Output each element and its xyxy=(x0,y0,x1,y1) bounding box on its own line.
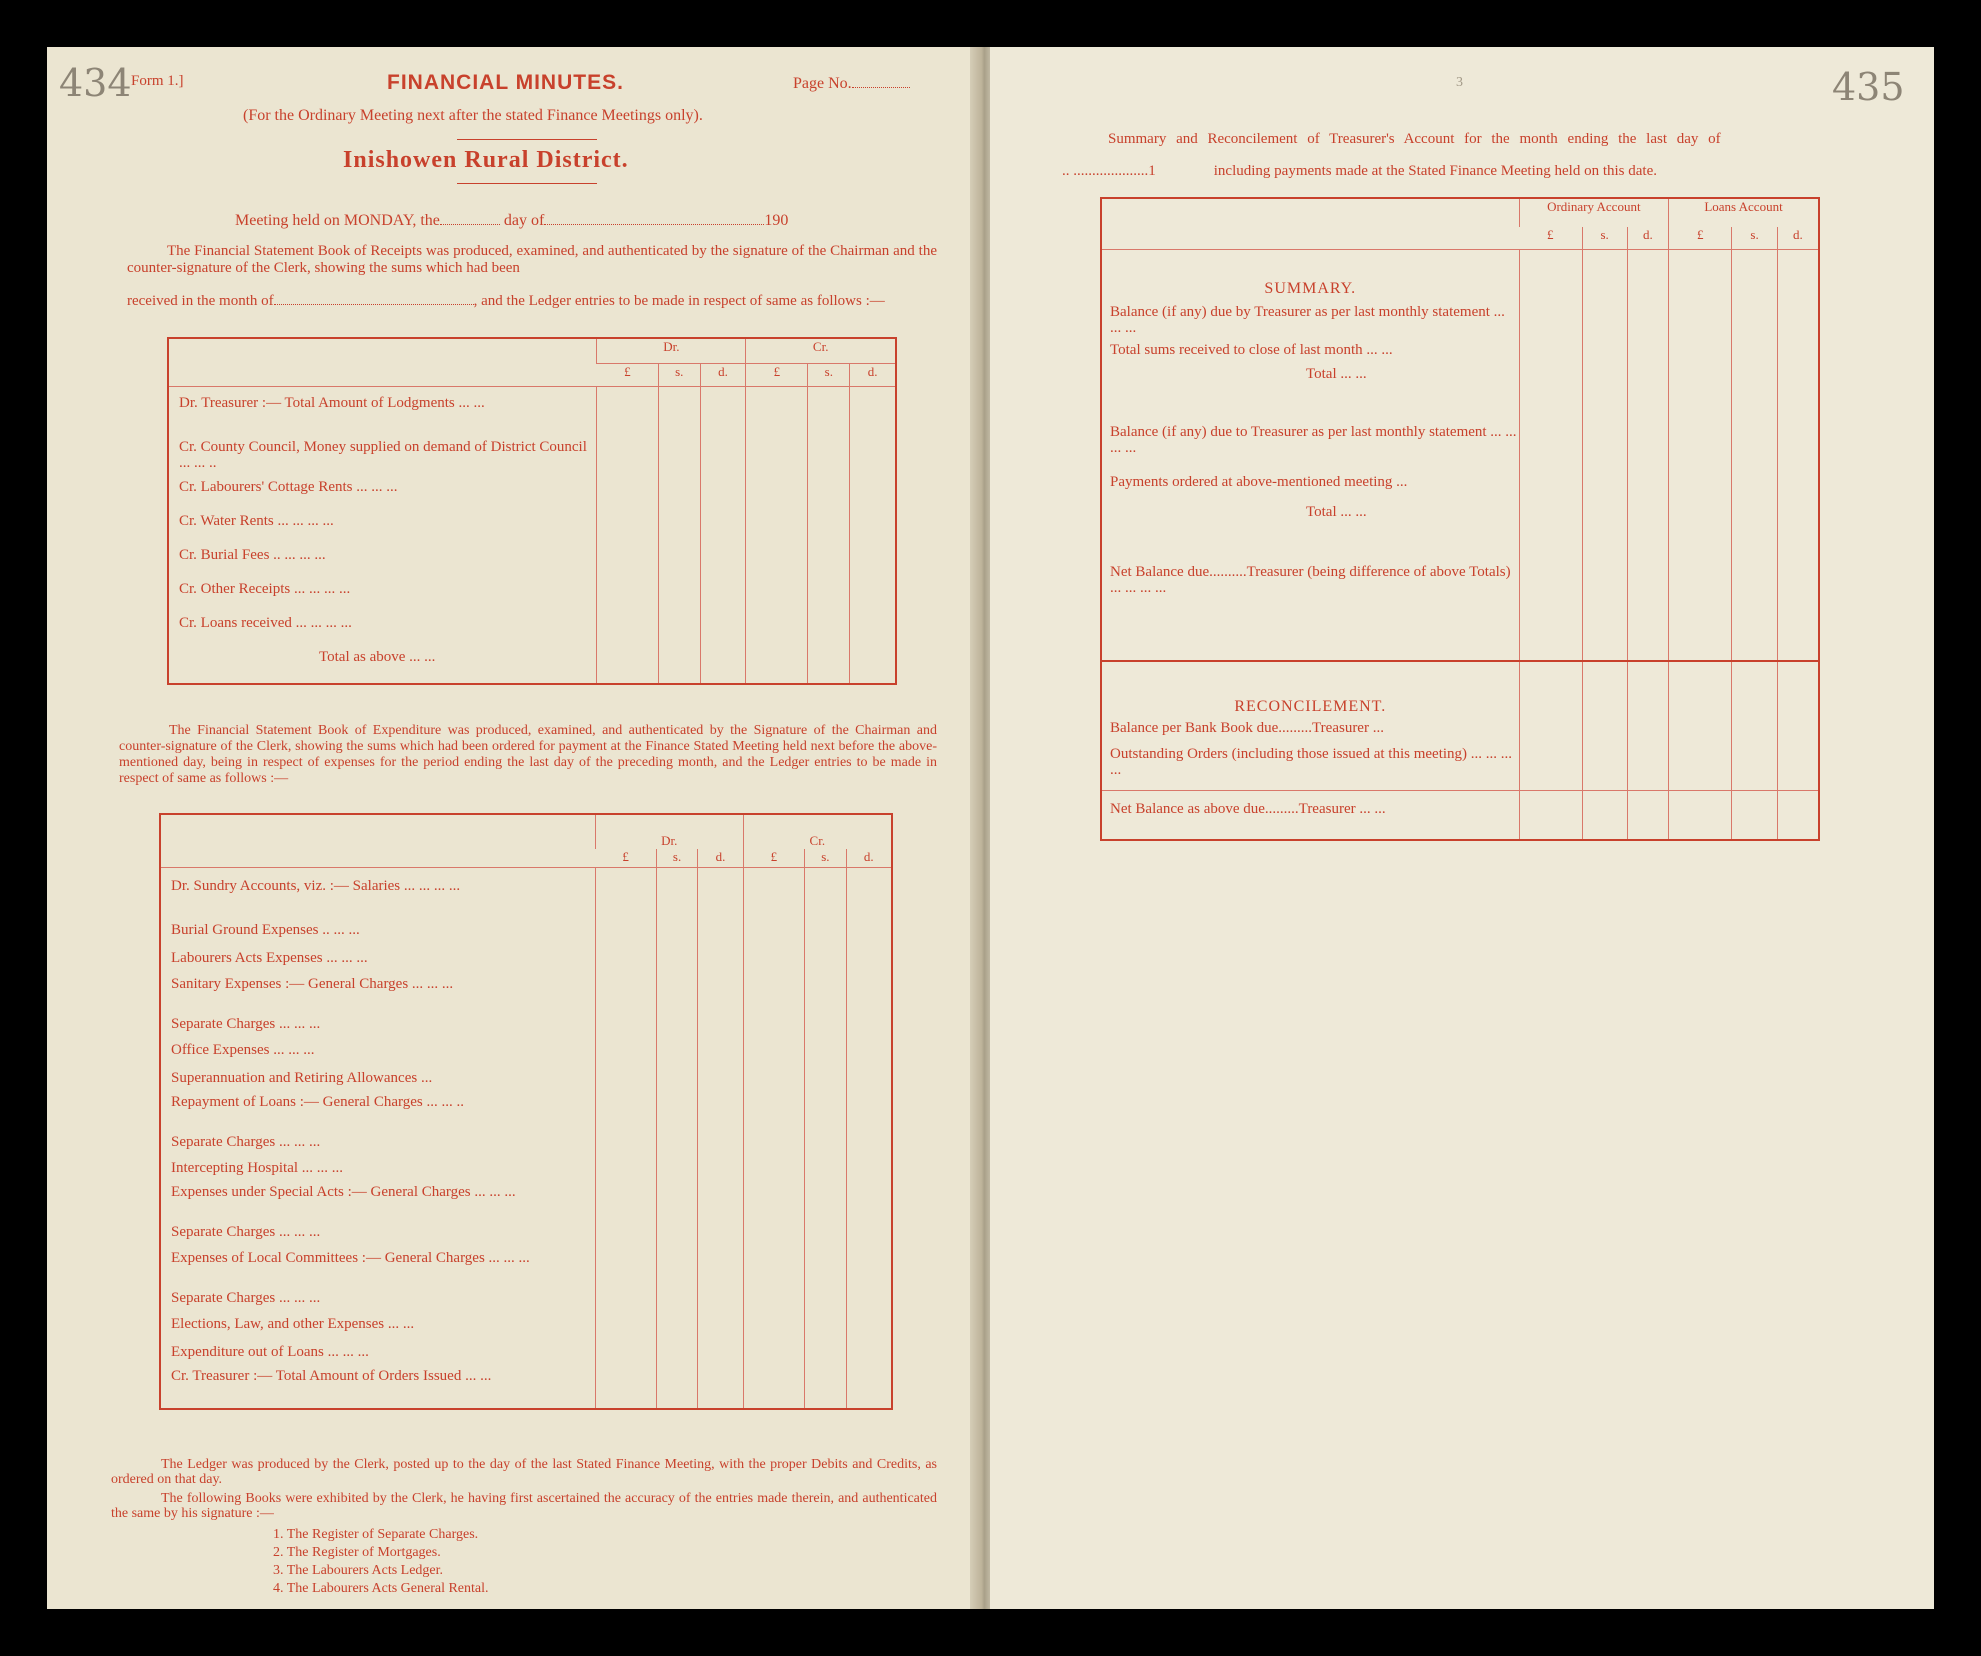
row-label: Elections, Law, and other Expenses ... ... xyxy=(171,1316,415,1332)
col-shillings: s. xyxy=(656,849,697,868)
left-page xyxy=(47,47,979,1609)
row-label: Superannuation and Retiring Allowances ... xyxy=(171,1070,433,1086)
row-label: Total sums received to close of last month ... ... xyxy=(1110,342,1393,358)
table-row xyxy=(160,1344,892,1368)
expenditure-paragraph: The Financial Statement Book of Expenditure was produced, examined, and authenticated by the Signature of the Chairman and counter-signature of the Clerk, showing the sums which had been ordered for payment at the Finance Stated Meeting held next before the above-mentioned day, being in respect of expenses for the period ending the last day of the preceding month, and the Ledger entries to be made in respect of same as follows :— xyxy=(119,723,937,786)
table-row xyxy=(1101,474,1819,504)
section-title-row xyxy=(1101,661,1819,720)
receipts-paragraph: The Financial Statement Book of Receipts was produced, examined, and authenticated by the signature of the Chairman and the counter-signature of the Clerk, showing the sums which had been xyxy=(127,243,937,276)
total-row xyxy=(168,649,896,684)
table-row xyxy=(1101,746,1819,791)
row-label: Balance per Bank Book due.........Treasurer ... xyxy=(1110,720,1384,736)
table-row xyxy=(1101,564,1819,661)
row-label: Dr. Sundry Accounts, viz. :— Salaries ... ... ... ... xyxy=(171,878,461,894)
table-row xyxy=(160,1016,892,1042)
row-label: Burial Ground Expenses .. ... ... xyxy=(171,922,360,938)
cr-heading: Cr. xyxy=(743,814,892,849)
table-row xyxy=(160,950,892,976)
col-pounds: £ xyxy=(595,849,656,868)
table-row xyxy=(160,1094,892,1134)
book-item: 2. The Register of Mortgages. xyxy=(273,1545,441,1560)
cr-heading: Cr. xyxy=(746,338,896,364)
summary-title: SUMMARY. xyxy=(1264,280,1357,297)
table-row xyxy=(160,1290,892,1316)
table-row xyxy=(168,513,896,547)
receipts-table-header xyxy=(168,338,896,364)
form-label: Form 1.] xyxy=(131,73,184,89)
reconcilement-title: RECONCILEMENT. xyxy=(1101,661,1519,720)
col-shillings: s. xyxy=(658,364,700,387)
row-label: Cr. Other Receipts ... ... ... ... xyxy=(179,581,351,597)
row-label: Outstanding Orders (including those issued at this meeting) ... ... ... ... xyxy=(1110,746,1513,778)
table-row xyxy=(1101,304,1819,342)
row-label: Separate Charges ... ... ... xyxy=(171,1290,321,1306)
row-label: Intercepting Hospital ... ... ... xyxy=(171,1160,344,1176)
total-row xyxy=(1101,504,1819,564)
table-row xyxy=(160,1250,892,1290)
receipts-table xyxy=(167,337,897,685)
dr-heading: Dr. xyxy=(597,338,746,364)
table-row xyxy=(160,976,892,1016)
books-paragraph: The following Books were exhibited by the Clerk, he having first ascertained the accuracy of the entries made therein, and authenticated the same by his signature :— xyxy=(111,1491,937,1521)
summary-table-header xyxy=(1101,198,1819,227)
table-row xyxy=(168,439,896,479)
table-row xyxy=(168,581,896,615)
section-title-row xyxy=(1101,250,1819,305)
table-row xyxy=(1101,410,1819,474)
ledger-paragraph: The Ledger was produced by the Clerk, posted up to the day of the last Stated Finance Meeting, with the proper Debits and Credits, as ordered on that day. xyxy=(111,1457,937,1487)
col-shillings: s. xyxy=(1582,227,1627,250)
table-row xyxy=(160,1184,892,1224)
table-row xyxy=(160,1042,892,1070)
top-mark: 3 xyxy=(1456,75,1463,90)
row-label: Cr. Labourers' Cottage Rents ... ... ... xyxy=(179,479,398,495)
header-title: FINANCIAL MINUTES. xyxy=(387,71,624,94)
divider-top xyxy=(457,139,597,140)
book-item: 4. The Labourers Acts General Rental. xyxy=(273,1581,489,1596)
summary-heading: Summary and Reconcilement of Treasurer's Account for the month ending the last day of xyxy=(1108,131,1721,147)
col-pence: d. xyxy=(846,849,892,868)
col-pounds: £ xyxy=(1519,227,1582,250)
table-row xyxy=(1101,720,1819,746)
receipts-paragraph-2: received in the month of , and the Ledger entries to be made in respect of same as follows :— xyxy=(127,293,885,309)
table-row xyxy=(160,1224,892,1250)
summary-heading-2: .. ....................1 including payments made at the Stated Finance Meeting held on this date. xyxy=(1062,163,1657,179)
table-row xyxy=(160,868,892,923)
book-item: 3. The Labourers Acts Ledger. xyxy=(273,1563,444,1578)
table-row xyxy=(160,1070,892,1094)
row-label: Cr. Loans received ... ... ... ... xyxy=(179,615,352,631)
row-label: Total as above ... ... xyxy=(319,649,436,665)
table-row xyxy=(168,615,896,649)
right-page xyxy=(990,47,1934,1609)
total-row xyxy=(160,1368,892,1409)
col-shillings: s. xyxy=(805,849,846,868)
table-row xyxy=(1101,342,1819,366)
col-shillings: s. xyxy=(808,364,850,387)
row-label: Separate Charges ... ... ... xyxy=(171,1224,321,1240)
left-page-number: 434 xyxy=(59,61,132,105)
table-row xyxy=(168,387,896,440)
row-label: Total ... ... xyxy=(1306,366,1367,382)
row-label: Dr. Treasurer :— Total Amount of Lodgments ... ... xyxy=(179,395,485,411)
row-label: Net Balance as above due.........Treasurer ... ... xyxy=(1101,791,1519,841)
table-row xyxy=(168,479,896,513)
row-label: Sanitary Expenses :— General Charges ... ... ... xyxy=(171,976,454,992)
row-label: Expenses under Special Acts :— General Charges ... ... ... xyxy=(171,1184,516,1200)
dr-heading: Dr. xyxy=(595,814,743,849)
table-row xyxy=(160,1134,892,1160)
col-pounds: £ xyxy=(746,364,808,387)
row-label: Balance (if any) due to Treasurer as per last monthly statement ... ... ... ... xyxy=(1110,424,1517,456)
row-label: Balance (if any) due by Treasurer as per last monthly statement ... ... ... xyxy=(1110,304,1505,336)
row-label: Expenditure out of Loans ... ... ... xyxy=(171,1344,369,1360)
row-label: Expenses of Local Committees :— General Charges ... ... ... xyxy=(171,1250,530,1266)
col-pence: d. xyxy=(1627,227,1668,250)
col-pounds: £ xyxy=(597,364,659,387)
table-row xyxy=(168,547,896,581)
page-no-label: Page No. xyxy=(793,75,910,93)
expenditure-table xyxy=(159,813,893,1410)
col-pounds: £ xyxy=(1669,227,1732,250)
row-label: Cr. Treasurer :— Total Amount of Orders Issued ... ... xyxy=(171,1368,492,1384)
col-pence: d. xyxy=(698,849,743,868)
district-title: Inishowen Rural District. xyxy=(343,147,629,173)
row-label: Repayment of Loans :— General Charges ... ... .. xyxy=(171,1094,464,1110)
row-label: Labourers Acts Expenses ... ... ... xyxy=(171,950,368,966)
col-pence: d. xyxy=(700,364,746,387)
col-pence: d. xyxy=(1777,227,1819,250)
row-label: Cr. Burial Fees .. ... ... ... xyxy=(179,547,326,563)
total-row xyxy=(1101,366,1819,410)
book-item: 1. The Register of Separate Charges. xyxy=(273,1527,479,1542)
right-page-number: 435 xyxy=(1832,65,1905,109)
row-label: Cr. Water Rents ... ... ... ... xyxy=(179,513,334,529)
row-label: Net Balance due..........Treasurer (being difference of above Totals) ... ... ... ... xyxy=(1110,564,1511,596)
row-label: Payments ordered at above-mentioned meeting ... xyxy=(1110,474,1408,490)
table-row xyxy=(160,1316,892,1344)
summary-table xyxy=(1100,197,1820,841)
row-label: Cr. County Council, Money supplied on demand of District Council ... ... .. xyxy=(179,439,587,471)
row-label: Office Expenses ... ... ... xyxy=(171,1042,315,1058)
col-pounds: £ xyxy=(743,849,805,868)
col-shillings: s. xyxy=(1732,227,1777,250)
row-label: Total ... ... xyxy=(1306,504,1367,520)
total-row xyxy=(1101,791,1819,841)
subtitle: (For the Ordinary Meeting next after the stated Finance Meetings only). xyxy=(243,107,703,124)
row-label: Separate Charges ... ... ... xyxy=(171,1016,321,1032)
ordinary-account-heading: Ordinary Account xyxy=(1519,198,1668,227)
col-pence: d. xyxy=(850,364,896,387)
expenditure-table-header xyxy=(160,814,892,849)
row-label: Separate Charges ... ... ... xyxy=(171,1134,321,1150)
loans-account-heading: Loans Account xyxy=(1669,198,1819,227)
table-row xyxy=(160,922,892,950)
divider-bottom xyxy=(457,183,597,184)
table-row xyxy=(160,1160,892,1184)
meeting-line: Meeting held on MONDAY, the day of 190 xyxy=(235,212,789,229)
